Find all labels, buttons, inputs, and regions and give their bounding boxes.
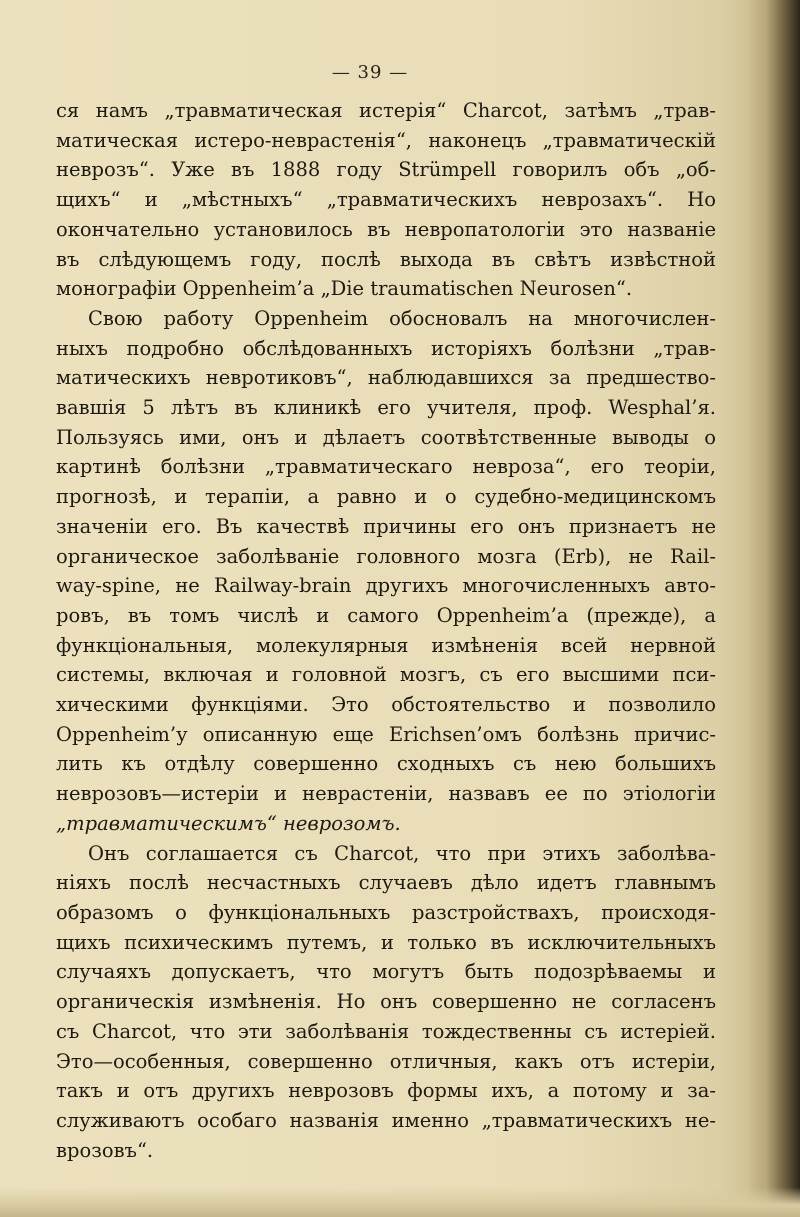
text-line: функціональныя, молекулярныя измѣненія всей нервной: [56, 633, 716, 657]
text-line: органическія измѣненія. Но онъ совершенно не согласенъ: [56, 990, 716, 1014]
page-bottom-edge: [0, 1187, 800, 1217]
text-line: ныхъ подробно обслѣдованныхъ исторіяхъ болѣзни „трав-: [56, 336, 716, 360]
text-line: значеніи его. Въ качествѣ причины его онъ признаетъ не: [56, 514, 716, 538]
body-text: [56, 96, 716, 1165]
text-line: лить къ отдѣлу совершенно сходныхъ съ нею большихъ: [56, 752, 716, 776]
text-line: системы, включая и головной мозгъ, съ его высшими пси-: [56, 663, 716, 687]
text-line: Онъ соглашается съ Charcot, что при этихъ заболѣва-: [88, 841, 716, 865]
text-line: образомъ о функціональныхъ разстройствахъ, происходя-: [56, 900, 716, 924]
text-line: случаяхъ допускаетъ, что могутъ быть подозрѣваемы и: [56, 960, 716, 984]
text-line: щихъ психическимъ путемъ, и только въ исключительныхъ: [56, 930, 716, 954]
text-line: служиваютъ особаго названія именно „травматическихъ не-: [56, 1108, 716, 1132]
text-line: монографіи Oppenheim’a „Die traumatischen Neurosen“.: [56, 277, 633, 301]
text-line: ровъ, въ томъ числѣ и самого Oppenheim’a (прежде), а: [56, 603, 716, 627]
text-line: щихъ“ и „мѣстныхъ“ „травматическихъ неврозахъ“. Но: [56, 188, 716, 212]
text-line: ніяхъ послѣ несчастныхъ случаевъ дѣло идетъ главнымъ: [56, 871, 716, 895]
text-line: матическая истеро-неврастенія“, наконецъ „травматическій: [56, 128, 716, 152]
text-line: органическое заболѣваніе головного мозга (Erb), не Rail-: [56, 544, 716, 568]
text-line: неврозовъ—истеріи и неврастеніи, назвавъ ее по этіологіи: [56, 782, 716, 806]
text-line: Это—особенныя, совершенно отличныя, какъ отъ истеріи,: [56, 1049, 716, 1073]
text-line: Пользуясь ими, онъ и дѣлаетъ соотвѣтственные выводы о: [56, 425, 716, 449]
book-spine-shadow: [748, 0, 800, 1217]
text-line: съ Charcot, что эти заболѣванія тождественны съ истеріей.: [56, 1019, 716, 1043]
text-line: Свою работу Oppenheim обосновалъ на многочислен-: [88, 306, 716, 330]
text-line: хическими функціями. Это обстоятельство и позволило: [56, 693, 716, 717]
page-number: — 39 —: [331, 62, 409, 83]
text-line: way-spine, не Railway-brain другихъ многочисленныхъ авто-: [56, 574, 716, 598]
text-line: „травматическимъ“ неврозомъ.: [56, 811, 401, 835]
text-line: такъ и отъ другихъ неврозовъ формы ихъ, а потому и за-: [56, 1079, 716, 1103]
text-line: неврозъ“. Уже въ 1888 году Strümpell говорилъ объ „об-: [56, 158, 716, 182]
text-line: окончательно установилось въ невропатологіи это названіе: [56, 217, 716, 241]
text-line: ся намъ „травматическая истерія“ Charcot, затѣмъ „трав-: [56, 99, 716, 122]
text-line: картинѣ болѣзни „травматическаго невроза“, его теоріи,: [56, 455, 716, 479]
text-line: вавшія 5 лѣтъ въ клиникѣ его учителя, проф. Wesphal’я.: [56, 396, 716, 420]
text-line: врозовъ“.: [56, 1138, 154, 1162]
text-line: матическихъ невротиковъ“, наблюдавшихся за предшество-: [56, 366, 716, 390]
text-line: прогнозѣ, и терапіи, а равно и о судебно-медицинскомъ: [56, 485, 716, 509]
text-line: въ слѣдующемъ году, послѣ выхода въ свѣтъ извѣстной: [56, 247, 716, 271]
text-line: Oppenheim’у описанную еще Erichsen’омъ болѣзнь причис-: [56, 722, 716, 746]
